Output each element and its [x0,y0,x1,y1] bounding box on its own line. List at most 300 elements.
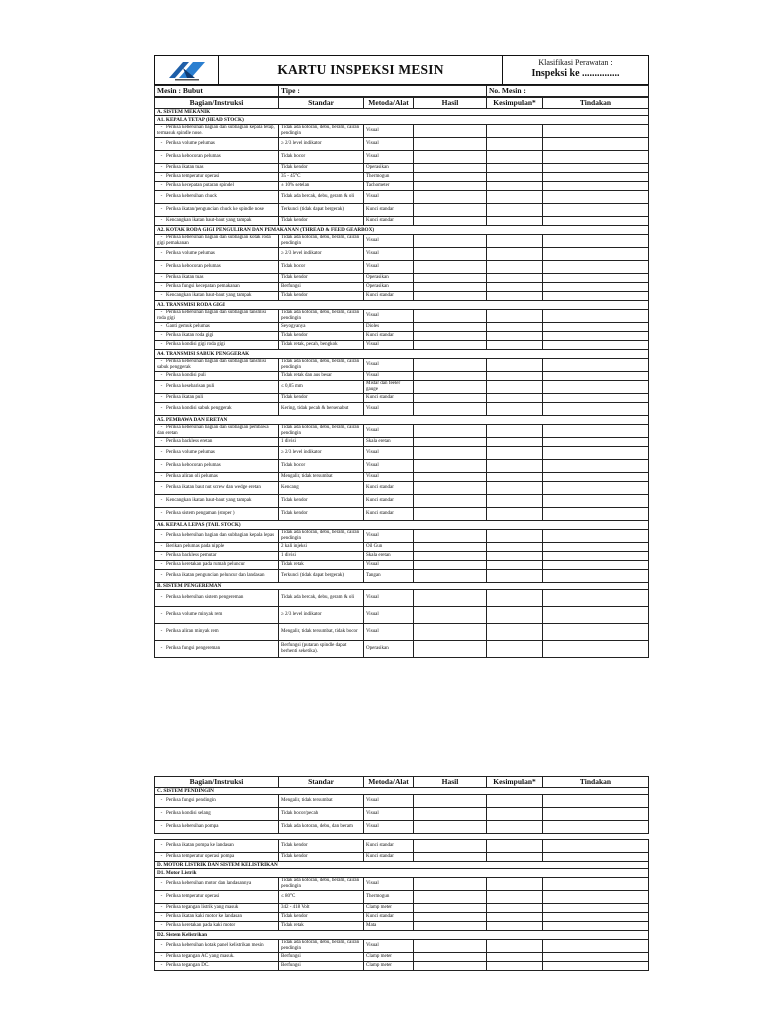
tindakan-input-cell[interactable] [543,607,649,624]
standar-cell: Tidak kendor [279,394,364,403]
metoda-cell: Visual [364,590,414,607]
inspection-item-row [155,438,649,447]
tindakan-input-cell[interactable] [543,904,649,913]
metoda-cell: Visual [364,940,414,953]
inspection-item-row [155,292,649,301]
inspection-item-row [155,164,649,173]
bullet-dash: - [160,450,163,455]
inspection-item-row [155,447,649,460]
tindakan-input-cell[interactable] [543,922,649,931]
tindakan-input-cell[interactable] [543,962,649,971]
tindakan-input-cell[interactable] [543,381,649,394]
hasil-input-cell[interactable] [414,795,487,808]
tindakan-input-cell[interactable] [543,624,649,641]
standar-cell: Tidak kendor [279,217,364,226]
kesimpulan-input-cell[interactable] [487,151,543,164]
klasifikasi-box [503,56,649,85]
instruksi-text: Periksa ikatan kaki motor ke landasan [166,914,242,919]
standar-cell: Tidak kendor [279,274,364,283]
instruksi-text: Periksa kebersihan bagian dan subbagian kepala lepas [166,533,275,538]
hasil-input-cell[interactable] [414,821,487,834]
bullet-dash: - [160,174,163,179]
inspection-item-row [155,425,649,438]
hasil-input-cell[interactable] [414,323,487,332]
kesimpulan-input-cell[interactable] [487,164,543,173]
hasil-input-cell[interactable] [414,164,487,173]
inspeksi-label: Inspeksi ke ............... [531,68,620,79]
instruksi-text: Ganti gemuk pelumas [166,324,210,329]
hasil-input-cell[interactable] [414,191,487,204]
kesimpulan-input-cell[interactable] [487,310,543,323]
kesimpulan-input-cell[interactable] [487,641,543,658]
inspection-item-row [155,403,649,416]
bullet-dash: - [160,954,163,959]
tindakan-input-cell[interactable] [543,878,649,891]
tindakan-input-cell[interactable] [543,164,649,173]
tindakan-input-cell[interactable] [543,125,649,138]
inspection-item-row [155,561,649,570]
kesimpulan-input-cell[interactable] [487,394,543,403]
subsection-title: A2. KOTAK RODA GIGI PENGULIRAN DAN PEMAKANAN (THREAD & FEED GEARBOX) [155,226,649,235]
hasil-input-cell[interactable] [414,151,487,164]
hasil-input-cell[interactable] [414,460,487,473]
instruksi-text: Periksa kebersihan bagian dan subbagian kotak roda gigi pemakanan [157,235,271,246]
tindakan-input-cell[interactable] [543,323,649,332]
standar-cell: Tidak ada bercak, debu, geram & oli [279,191,364,204]
tindakan-input-cell[interactable] [543,292,649,301]
subsection-heading-row [155,931,649,940]
bullet-dash: - [160,824,163,829]
tindakan-input-cell[interactable] [543,808,649,821]
hasil-input-cell[interactable] [414,359,487,372]
kesimpulan-input-cell[interactable] [487,261,543,274]
kesimpulan-input-cell[interactable] [487,438,543,447]
instruksi-cell [155,138,279,151]
kesimpulan-input-cell[interactable] [487,460,543,473]
standar-cell: Tidak ada bercak, debu, geram & oli [279,590,364,607]
tindakan-input-cell[interactable] [543,173,649,182]
metoda-cell: Visual [364,310,414,323]
instruksi-text: Periksa aliran oli pelumas [166,474,218,479]
tindakan-input-cell[interactable] [543,217,649,226]
hasil-input-cell[interactable] [414,808,487,821]
section-heading-row [155,862,649,869]
hasil-input-cell[interactable] [414,840,487,853]
tindakan-input-cell[interactable] [543,913,649,922]
kesimpulan-input-cell[interactable] [487,381,543,394]
instruksi-text: Periksa volume pelumas [166,251,215,256]
inspection-card-page-2 [154,776,648,971]
instruksi-cell [155,173,279,182]
kesimpulan-input-cell[interactable] [487,552,543,561]
tindakan-input-cell[interactable] [543,310,649,323]
instruksi-text: Periksa tegangan listrik yang masuk [166,905,239,910]
inspection-item-row [155,235,649,248]
standar-cell: Mengalir, tidak tersumbat, tidak bocor [279,624,364,641]
tindakan-input-cell[interactable] [543,283,649,292]
subsection-title: A4. TRANSMISI SABUK PENGGERAK [155,350,649,359]
hasil-input-cell[interactable] [414,940,487,953]
tindakan-input-cell[interactable] [543,438,649,447]
tindakan-input-cell[interactable] [543,332,649,341]
metoda-cell: Operasikan [364,274,414,283]
bullet-dash: - [160,854,163,859]
hasil-input-cell[interactable] [414,962,487,971]
kesimpulan-input-cell[interactable] [487,235,543,248]
tindakan-input-cell[interactable] [543,394,649,403]
tindakan-input-cell[interactable] [543,235,649,248]
kesimpulan-input-cell[interactable] [487,891,543,904]
instruksi-cell [155,543,279,552]
tindakan-input-cell[interactable] [543,821,649,834]
metoda-cell: Skala eretan [364,438,414,447]
kesimpulan-input-cell[interactable] [487,543,543,552]
tindakan-input-cell[interactable] [543,372,649,381]
hasil-input-cell[interactable] [414,394,487,403]
kesimpulan-input-cell[interactable] [487,274,543,283]
tindakan-input-cell[interactable] [543,447,649,460]
instruksi-text: Periksa ikatan baut nut screw dan wedge eretan [166,485,261,490]
hasil-input-cell[interactable] [414,182,487,191]
metoda-cell: Clamp meter [364,962,414,971]
tindakan-input-cell[interactable] [543,840,649,853]
hasil-input-cell[interactable] [414,590,487,607]
standar-cell: ≤ 0,05 mm [279,381,364,394]
hasil-input-cell[interactable] [414,607,487,624]
inspection-item-row [155,508,649,521]
hasil-input-cell[interactable] [414,853,487,862]
tindakan-input-cell[interactable] [543,341,649,350]
metoda-cell: Tachometer [364,182,414,191]
instruksi-cell [155,821,279,834]
tindakan-input-cell[interactable] [543,473,649,482]
tindakan-input-cell[interactable] [543,853,649,862]
inspection-item-row [155,359,649,372]
tindakan-input-cell[interactable] [543,182,649,191]
kesimpulan-input-cell[interactable] [487,853,543,862]
kesimpulan-input-cell[interactable] [487,473,543,482]
standar-cell: Tidak retak [279,922,364,931]
inspection-item-row [155,323,649,332]
standar-cell: 342 - 418 Volt [279,904,364,913]
hasil-input-cell[interactable] [414,204,487,217]
hasil-input-cell[interactable] [414,292,487,301]
kesimpulan-input-cell[interactable] [487,795,543,808]
bullet-dash: - [160,463,163,468]
tindakan-input-cell[interactable] [543,482,649,495]
instruksi-cell [155,904,279,913]
instruksi-text: Periksa kondisi selang [166,811,211,816]
kesimpulan-input-cell[interactable] [487,878,543,891]
instruksi-cell [155,164,279,173]
tindakan-input-cell[interactable] [543,359,649,372]
instruksi-cell [155,482,279,495]
instruksi-cell [155,552,279,561]
inspection-item-row [155,191,649,204]
tindakan-input-cell[interactable] [543,570,649,583]
kesimpulan-input-cell[interactable] [487,808,543,821]
tindakan-input-cell[interactable] [543,552,649,561]
bullet-dash: - [160,798,163,803]
bullet-dash: - [160,218,163,223]
standar-cell: Berfungsi [279,283,364,292]
hasil-input-cell[interactable] [414,473,487,482]
kesimpulan-input-cell[interactable] [487,904,543,913]
instruksi-cell [155,891,279,904]
inspection-item-row [155,204,649,217]
tindakan-input-cell[interactable] [543,891,649,904]
instruksi-cell [155,332,279,341]
metoda-cell: Kunci standar [364,292,414,301]
standar-cell: ≥ 2/3 level indikator [279,138,364,151]
bullet-dash: - [160,154,163,159]
hasil-input-cell[interactable] [414,341,487,350]
kesimpulan-input-cell[interactable] [487,570,543,583]
kesimpulan-input-cell[interactable] [487,403,543,416]
hasil-input-cell[interactable] [414,913,487,922]
kesimpulan-input-cell[interactable] [487,359,543,372]
hasil-input-cell[interactable] [414,624,487,641]
tindakan-input-cell[interactable] [543,508,649,521]
standar-cell: Tidak kendor [279,853,364,862]
tindakan-input-cell[interactable] [543,261,649,274]
subsection-heading-row [155,521,649,530]
hasil-input-cell[interactable] [414,425,487,438]
tindakan-input-cell[interactable] [543,191,649,204]
hasil-input-cell[interactable] [414,495,487,508]
kesimpulan-input-cell[interactable] [487,495,543,508]
instruksi-text: Periksa kondisi puli [166,373,206,378]
standar-cell: Tidak bocor/pecah [279,808,364,821]
metoda-cell: Operasikan [364,283,414,292]
hasil-input-cell[interactable] [414,447,487,460]
instruksi-text: Berikan pelumas pada nipple [166,544,225,549]
kesimpulan-input-cell[interactable] [487,530,543,543]
instruksi-cell [155,310,279,323]
kesimpulan-input-cell[interactable] [487,125,543,138]
kesimpulan-input-cell[interactable] [487,323,543,332]
inspection-table-2 [154,776,649,971]
tindakan-input-cell[interactable] [543,561,649,570]
kesimpulan-input-cell[interactable] [487,482,543,495]
standar-cell: Tidak ada kotoran, debu, dan beram [279,821,364,834]
tindakan-input-cell[interactable] [543,425,649,438]
hasil-input-cell[interactable] [414,283,487,292]
metoda-cell: Kunci standar [364,204,414,217]
hasil-input-cell[interactable] [414,561,487,570]
hasil-input-cell[interactable] [414,570,487,583]
bullet-dash: - [160,342,163,347]
instruksi-text: Periksa ikatan/penguncian chuck ke spindle nose [166,207,264,212]
tindakan-input-cell[interactable] [543,248,649,261]
hasil-input-cell[interactable] [414,381,487,394]
hasil-input-cell[interactable] [414,641,487,658]
hasil-input-cell[interactable] [414,372,487,381]
standar-cell: Tidak ada kotoran, debu, beram, cairan pendingin [279,530,364,543]
bullet-dash: - [160,474,163,479]
instruksi-cell [155,204,279,217]
kesimpulan-input-cell[interactable] [487,204,543,217]
inspection-item-row [155,217,649,226]
info-table [154,85,649,97]
metoda-cell: Kunci standar [364,394,414,403]
hasil-input-cell[interactable] [414,438,487,447]
tindakan-input-cell[interactable] [543,543,649,552]
kesimpulan-input-cell[interactable] [487,191,543,204]
kesimpulan-input-cell[interactable] [487,182,543,191]
hasil-input-cell[interactable] [414,332,487,341]
hasil-input-cell[interactable] [414,261,487,274]
col-metoda-alat: Metoda/Alat [364,777,414,788]
inspection-item-row [155,590,649,607]
hasil-input-cell[interactable] [414,953,487,962]
hasil-input-cell[interactable] [414,125,487,138]
instruksi-cell [155,283,279,292]
kesimpulan-input-cell[interactable] [487,922,543,931]
bullet-dash: - [160,498,163,503]
bullet-dash: - [160,359,163,364]
kesimpulan-input-cell[interactable] [487,447,543,460]
instruksi-cell [155,394,279,403]
inspection-item-row [155,125,649,138]
kesimpulan-input-cell[interactable] [487,561,543,570]
kesimpulan-input-cell[interactable] [487,962,543,971]
kesimpulan-input-cell[interactable] [487,248,543,261]
tindakan-input-cell[interactable] [543,403,649,416]
tindakan-input-cell[interactable] [543,204,649,217]
hasil-input-cell[interactable] [414,508,487,521]
bullet-dash: - [160,439,163,444]
tindakan-input-cell[interactable] [543,460,649,473]
instruksi-text: Periksa volume pelumas [166,141,215,146]
instruksi-text: Kencangkan ikatan baut-baut yang tampak [166,218,252,223]
tindakan-input-cell[interactable] [543,953,649,962]
kesimpulan-input-cell[interactable] [487,173,543,182]
metoda-cell: Kunci standar [364,482,414,495]
instruksi-cell [155,235,279,248]
inspection-item-row [155,381,649,394]
bullet-dash: - [160,275,163,280]
instruksi-text: Periksa kebersihan motor dan landasannya [166,881,252,886]
kesimpulan-input-cell[interactable] [487,624,543,641]
hasil-input-cell[interactable] [414,310,487,323]
tindakan-input-cell[interactable] [543,795,649,808]
tindakan-input-cell[interactable] [543,274,649,283]
subsection-heading-row [155,350,649,359]
subsection-title: D1. Motor Listrik [155,869,649,878]
bullet-dash: - [160,811,163,816]
standar-cell: Tidak ada kotoran, debu, beram, cairan pendingin [279,878,364,891]
metoda-cell: Thermogun [364,173,414,182]
section-heading-row [155,583,649,590]
kesimpulan-input-cell[interactable] [487,940,543,953]
kesimpulan-input-cell[interactable] [487,953,543,962]
inspection-item-row [155,394,649,403]
hasil-input-cell[interactable] [414,138,487,151]
instruksi-cell [155,274,279,283]
instruksi-cell [155,438,279,447]
metoda-cell: Kunci standar [364,913,414,922]
kesimpulan-input-cell[interactable] [487,292,543,301]
subsection-title: A5. PEMBAWA DAN ERETAN [155,416,649,425]
kesimpulan-input-cell[interactable] [487,913,543,922]
kesimpulan-input-cell[interactable] [487,607,543,624]
inspection-item-row [155,173,649,182]
col-kesimpulan: Kesimpulan* [487,777,543,788]
hasil-input-cell[interactable] [414,235,487,248]
hasil-input-cell[interactable] [414,274,487,283]
instruksi-cell [155,913,279,922]
hasil-input-cell[interactable] [414,530,487,543]
kesimpulan-input-cell[interactable] [487,372,543,381]
standar-cell: ± 10% setelan [279,182,364,191]
bullet-dash: - [160,141,163,146]
kesimpulan-input-cell[interactable] [487,840,543,853]
inspection-item-row [155,151,649,164]
instruksi-cell [155,425,279,438]
tindakan-input-cell[interactable] [543,641,649,658]
tindakan-input-cell[interactable] [543,495,649,508]
hasil-input-cell[interactable] [414,248,487,261]
kesimpulan-input-cell[interactable] [487,425,543,438]
tindakan-input-cell[interactable] [543,590,649,607]
hasil-input-cell[interactable] [414,173,487,182]
kesimpulan-input-cell[interactable] [487,341,543,350]
kesimpulan-input-cell[interactable] [487,590,543,607]
hasil-input-cell[interactable] [414,891,487,904]
instruksi-text: Periksa ikatan pompa ke landasan [166,843,234,848]
tindakan-input-cell[interactable] [543,530,649,543]
hasil-input-cell[interactable] [414,552,487,561]
hasil-input-cell[interactable] [414,217,487,226]
kesimpulan-input-cell[interactable] [487,138,543,151]
kesimpulan-input-cell[interactable] [487,821,543,834]
company-logo-icon [155,56,219,85]
instruksi-cell [155,447,279,460]
kesimpulan-input-cell[interactable] [487,332,543,341]
instruksi-cell [155,508,279,521]
kesimpulan-input-cell[interactable] [487,508,543,521]
col-bagian-instruksi: Bagian/Instruksi [155,98,279,109]
tindakan-input-cell[interactable] [543,138,649,151]
tindakan-input-cell[interactable] [543,940,649,953]
inspection-item-row [155,904,649,913]
standar-cell: Tidak bocor [279,151,364,164]
instruksi-text: Periksa tegangan AC yang masuk. [166,954,235,959]
hasil-input-cell[interactable] [414,403,487,416]
metoda-cell: Dioles [364,323,414,332]
subsection-heading-row [155,869,649,878]
standar-cell: 1 divisi [279,438,364,447]
col-metoda-alat: Metoda/Alat [364,98,414,109]
hasil-input-cell[interactable] [414,482,487,495]
kesimpulan-input-cell[interactable] [487,217,543,226]
hasil-input-cell[interactable] [414,922,487,931]
hasil-input-cell[interactable] [414,543,487,552]
kesimpulan-input-cell[interactable] [487,283,543,292]
bullet-dash: - [160,324,163,329]
tindakan-input-cell[interactable] [543,151,649,164]
standar-cell: Tidak retak, pecah, bengkok [279,341,364,350]
hasil-input-cell[interactable] [414,904,487,913]
inspection-item-row [155,530,649,543]
standar-cell: 2 kali injeksi [279,543,364,552]
instruksi-cell [155,641,279,658]
standar-cell: Tidak kendor [279,164,364,173]
standar-cell: Tidak ada kotoran, debu, beram, cairan pendingin [279,125,364,138]
instruksi-cell [155,808,279,821]
hasil-input-cell[interactable] [414,878,487,891]
